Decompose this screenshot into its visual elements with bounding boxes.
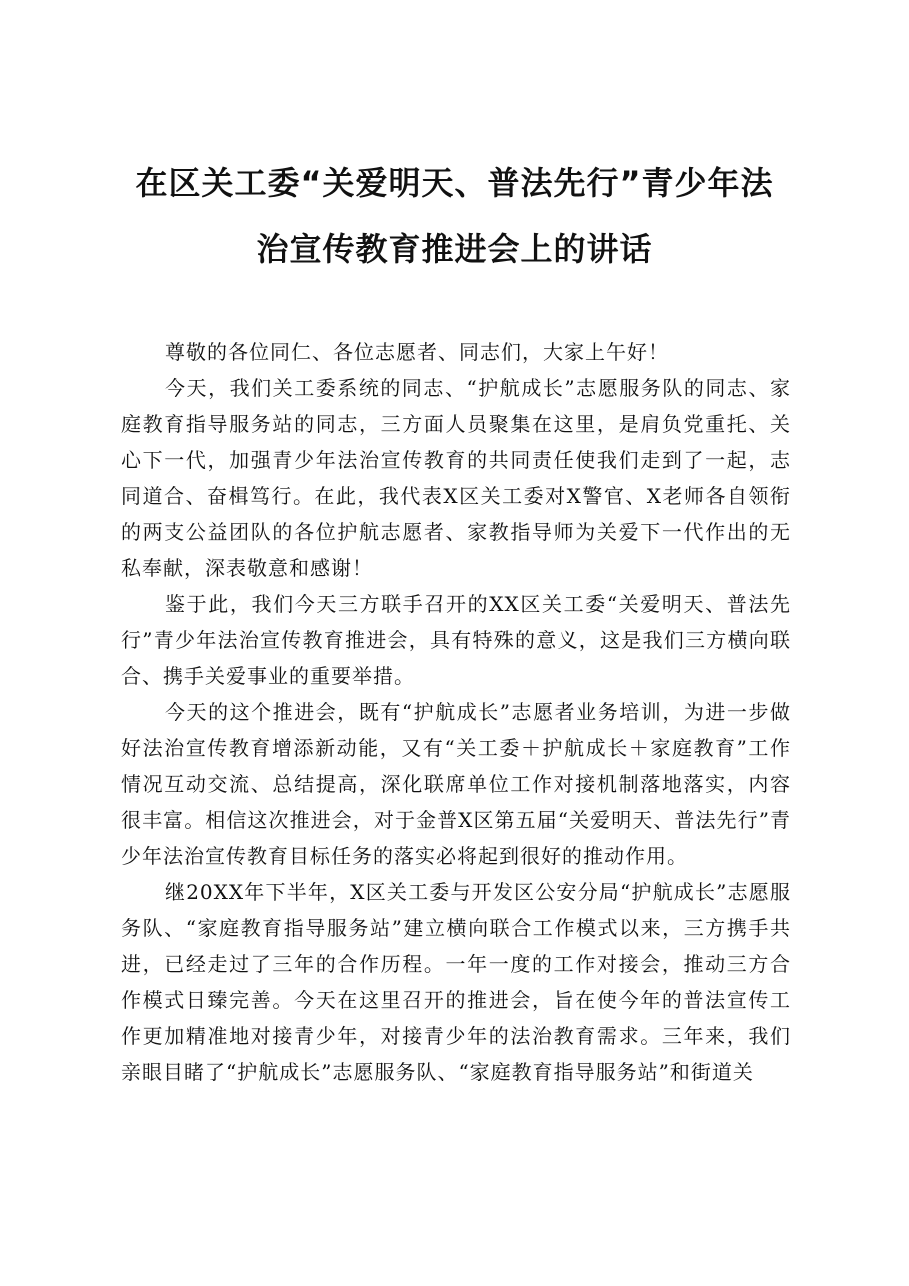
paragraph: 今天的这个推进会，既有“护航成长”志愿者业务培训，为进一步做好法治宣传教育增添新动能，又有“关工委＋护航成长＋家庭教育”工作情况互动交流、总结提高，深化联席单位工作对接机制落地落实，内容很丰富。相信这次推进会，对于金普X区第五届“关爱明天、普法先行”青少年法治宣传教育目标任务的落实必将起到很好的推动作用。 bbox=[121, 700, 791, 868]
document-title bbox=[100, 150, 809, 282]
paragraph: 鉴于此，我们今天三方联手召开的XX区关工委“关爱明天、普法先行”青少年法治宣传教育推进会，具有特殊的意义，这是我们三方横向联合、携手关爱事业的重要举措。 bbox=[121, 592, 791, 688]
paragraph: 今天，我们关工委系统的同志、“护航成长”志愿服务队的同志、家庭教育指导服务站的同志，三方面人员聚集在这里，是肩负党重托、关心下一代，加强青少年法治宣传教育的共同责任使我们走到了一起，志同道合、奋楫笃行。在此，我代表X区关工委对X警官、X老师各自领衔的两支公益团队的各位护航志愿者、家教指导师为关爱下一代作出的无私奉献，深表敬意和感谢！ bbox=[121, 376, 791, 580]
title-line-2: 治宣传教育推进会上的讲话 bbox=[256, 230, 653, 268]
document-body bbox=[121, 334, 791, 1090]
paragraph-greeting: 尊敬的各位同仁、各位志愿者、同志们，大家上午好！ bbox=[165, 340, 669, 364]
paragraph: 继20XX年下半年，X区关工委与开发区公安分局“护航成长”志愿服务队、“家庭教育指导服务站”建立横向联合工作模式以来，三方携手共进，已经走过了三年的合作历程。一年一度的工作对接会，推动三方合作模式日臻完善。今天在这里召开的推进会，旨在使今年的普法宣传工作更加精准地对接青少年，对接青少年的法治教育需求。三年来，我们亲眼目睹了“护航成长”志愿服务队、“家庭教育指导服务站”和街道关 bbox=[121, 880, 791, 1084]
title-line-1: 在区关工委“关爱明天、普法先行”青少年法 bbox=[135, 164, 774, 202]
